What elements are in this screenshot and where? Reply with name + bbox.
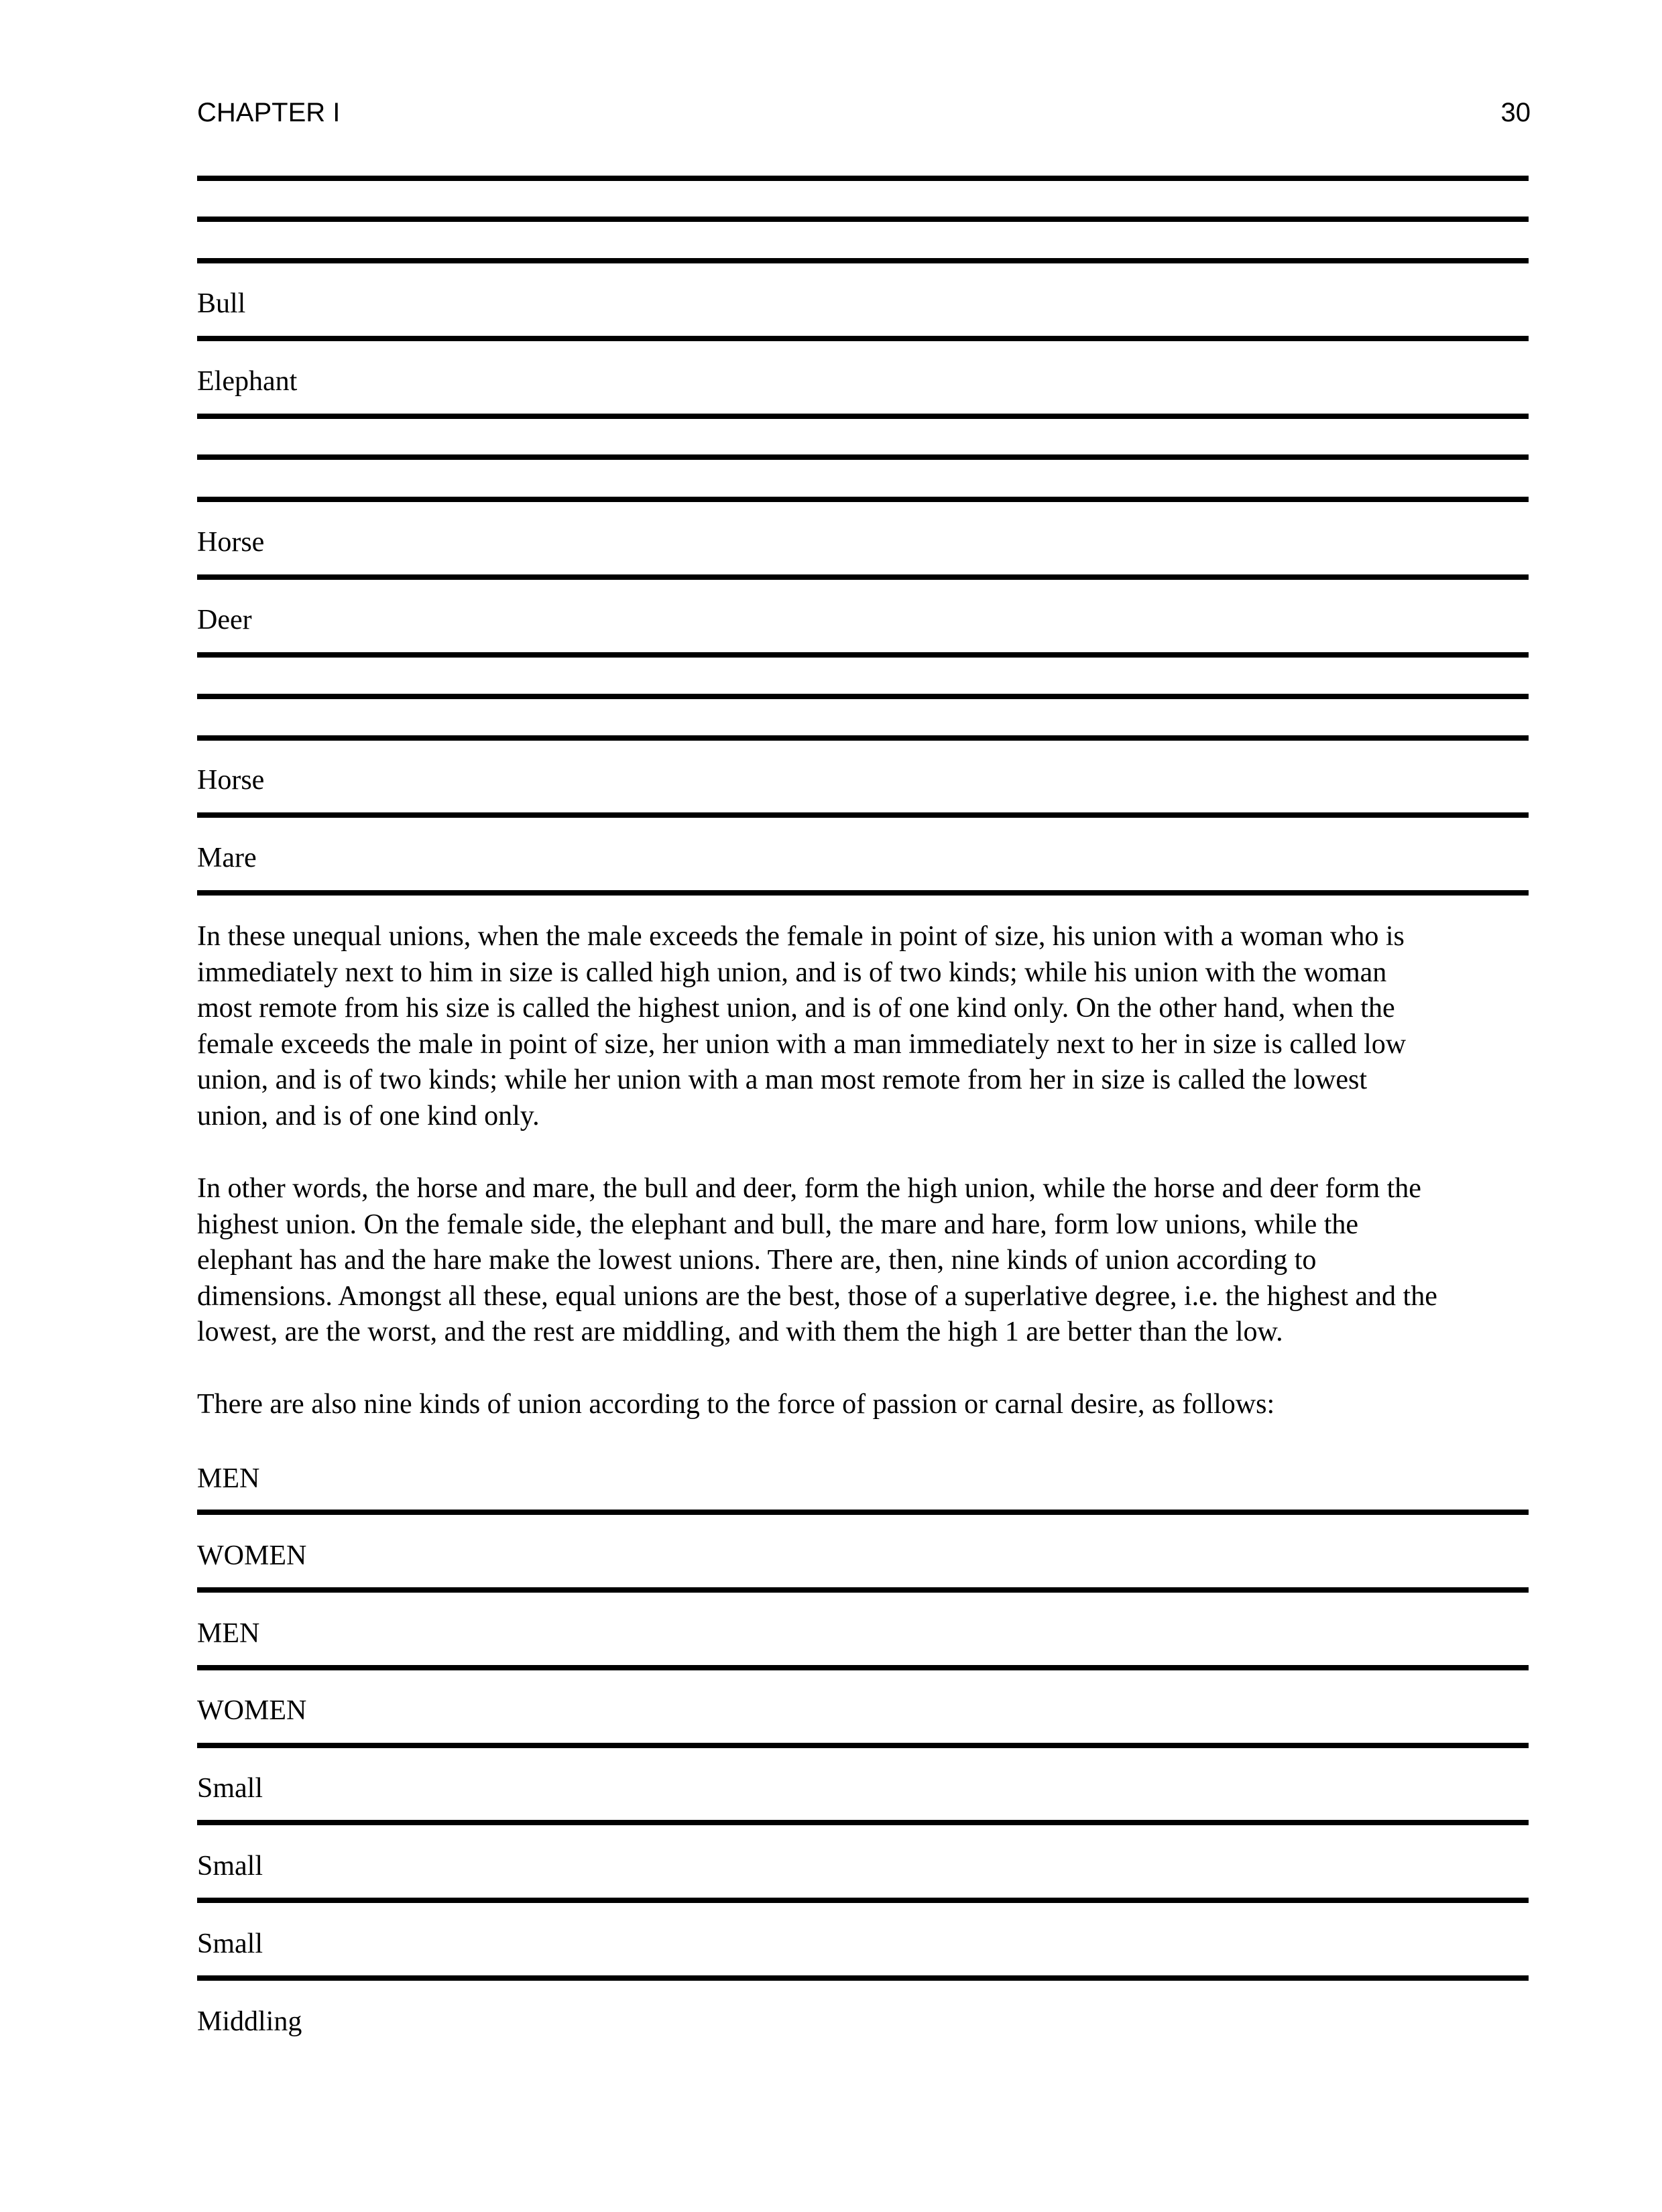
- table-rule: [197, 217, 1529, 222]
- table-rule: [197, 652, 1529, 658]
- body-paragraph: There are also nine kinds of union according to the force of passion or carnal desire, as follows:: [197, 1389, 1275, 1420]
- page-number: 30: [1500, 98, 1531, 127]
- table-rule: [197, 1743, 1529, 1748]
- table-cell: Small: [197, 1928, 263, 1959]
- table-rule: [197, 1975, 1529, 1981]
- chapter-heading: CHAPTER I: [197, 98, 341, 127]
- table-cell: Mare: [197, 843, 257, 873]
- body-paragraph: In these unequal unions, when the male exceeds the female in point of size, his union with a woman who is immediately next to him in size is called high union, and is of two kinds; while his union with the woman most remote from his size is called the highest union, and is of one kind only. On the other hand, when the female exceeds the male in point of size, her union with a man immediately next to her in size is called low union, and is of two kinds; while her union with a man most remote from her in size is called the lowest union, and is of one kind only.: [197, 921, 1407, 1131]
- table-rule: [197, 694, 1529, 699]
- table-cell: Middling: [197, 2006, 302, 2037]
- table-cell: Horse: [197, 765, 265, 796]
- table-rule: [197, 258, 1529, 263]
- table-rule: [197, 336, 1529, 341]
- table-rule: [197, 414, 1529, 419]
- table-cell: Elephant: [197, 366, 298, 397]
- table-rule: [197, 176, 1529, 181]
- table-rule: [197, 497, 1529, 502]
- table-rule: [197, 890, 1529, 896]
- table-rule: [197, 1510, 1529, 1515]
- table-rule: [197, 812, 1529, 818]
- table-cell: MEN: [197, 1463, 260, 1494]
- table-rule: [197, 454, 1529, 460]
- table-rule: [197, 1898, 1529, 1903]
- table-cell: WOMEN: [197, 1540, 307, 1571]
- table-rule: [197, 1665, 1529, 1670]
- table-cell: Small: [197, 1851, 263, 1882]
- table-cell: WOMEN: [197, 1695, 307, 1726]
- table-cell: Deer: [197, 605, 252, 635]
- table-rule: [197, 574, 1529, 580]
- table-cell: Bull: [197, 288, 246, 319]
- table-cell: Horse: [197, 527, 265, 558]
- table-rule: [197, 1587, 1529, 1593]
- table-cell: MEN: [197, 1618, 260, 1649]
- table-rule: [197, 1820, 1529, 1825]
- table-cell: Small: [197, 1773, 263, 1804]
- body-paragraph: In other words, the horse and mare, the bull and deer, form the high union, while the horse and deer form the highest union. On the female side, the elephant and bull, the mare and hare, form low unions, while the elephant has and the hare make the lowest unions. There are, then, nine kinds of union according to dimensions. Amongst all these, equal unions are the best, those of a superlative degree, i.e. the highest and the lowest, are the worst, and the rest are middling, and with them the high 1 are better than the low.: [197, 1173, 1437, 1347]
- table-rule: [197, 735, 1529, 741]
